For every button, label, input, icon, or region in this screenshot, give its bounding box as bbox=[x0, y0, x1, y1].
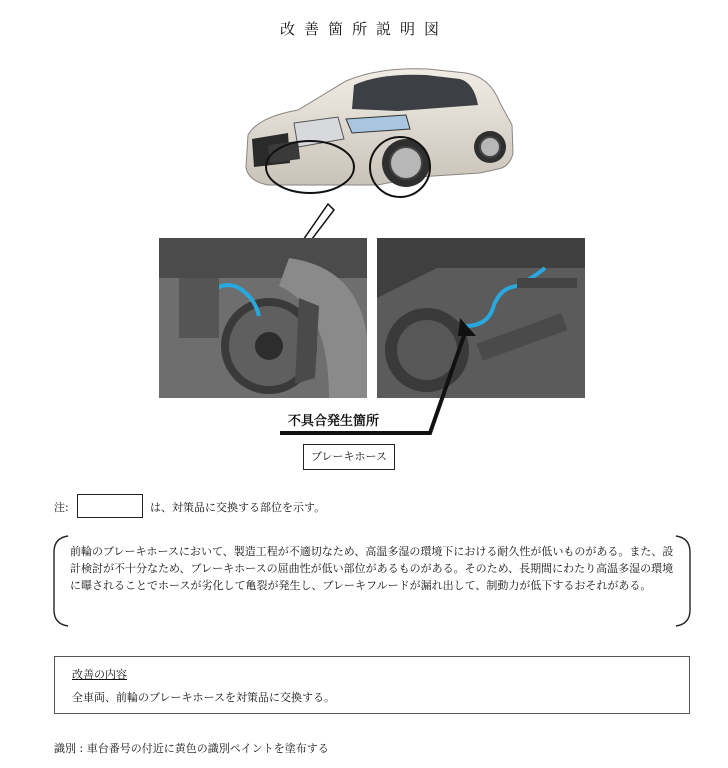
improvement-text: 全車両、前輪のブレーキホースを対策品に交換する。 bbox=[72, 691, 336, 704]
brake-hose-label: ブレーキホース bbox=[303, 444, 395, 470]
defect-description: 前輪のブレーキホースにおいて、製造工程が不適切なため、高温多湿の環境下における耐久性が低いものがある。また、設計検討が不十分なため、ブレーキホースの屈曲性が低い部位があるものがある。そのため、長期間にわたり高温多湿の環境に曝されることでホースが劣化して亀裂が発生し、ブレーキフルードが漏れ出して、制動力が低下するおそれがある。 bbox=[70, 545, 674, 592]
improvement-box bbox=[54, 656, 690, 714]
note-prefix: 注: bbox=[54, 501, 69, 514]
improvement-title: 改善の内容 bbox=[72, 668, 127, 681]
defect-location-label: 不具合発生箇所 bbox=[288, 414, 380, 429]
note-text: は、対策品に交換する部位を示す。 bbox=[150, 501, 326, 514]
page-title: 改善箇所説明図 bbox=[279, 20, 448, 38]
car-illustration bbox=[228, 55, 528, 205]
note-legend-box bbox=[77, 494, 143, 518]
identification-text: 識別 : 車台番号の付近に黄色の識別ペイントを塗布する bbox=[54, 742, 329, 755]
